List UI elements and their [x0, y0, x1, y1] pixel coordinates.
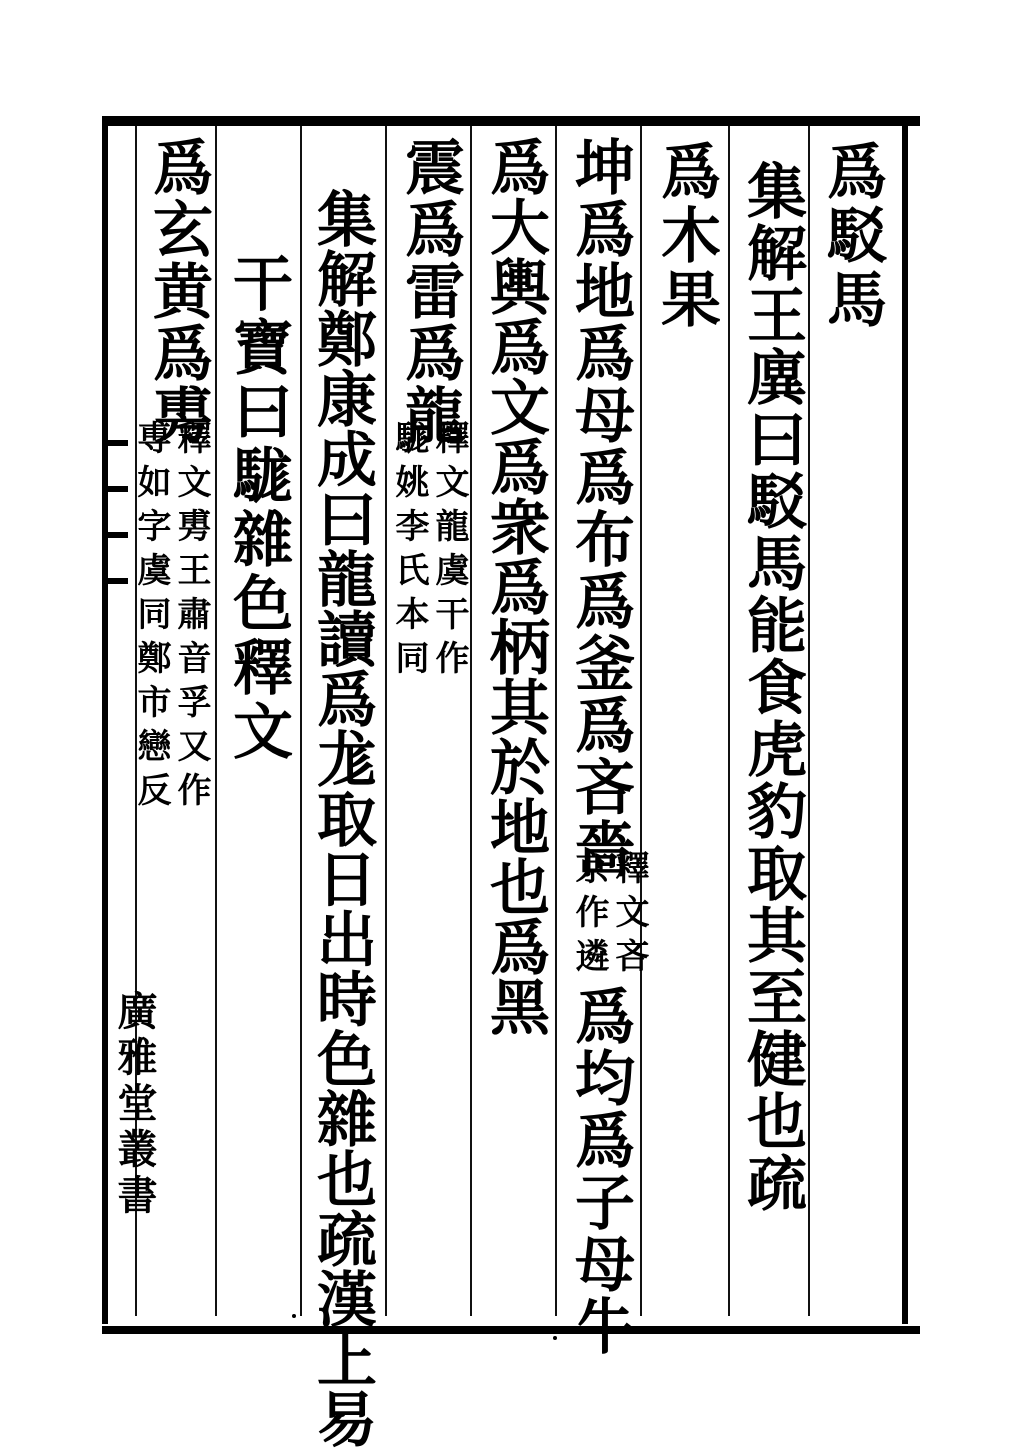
- column-rule: [470, 126, 472, 1316]
- text-column-8: 干寶曰駹雜色釋文: [223, 252, 293, 764]
- text-column-2: 集解王廙曰駁馬能食虎豹取其至健也疏: [737, 160, 807, 1214]
- annotation-left: 駹姚李氏本同: [389, 420, 429, 684]
- scan-speck: [553, 1336, 557, 1340]
- text-column-7: 集解鄭康成曰龍讀爲尨取日出時色雜也疏漢上易: [307, 188, 377, 1448]
- annotation-left: 尃如字虞同鄭市戀反: [131, 420, 171, 816]
- text-column-9-main: 爲玄黄爲旉: [143, 136, 213, 446]
- annotation-pair-6: [389, 420, 469, 684]
- text-column-4-main: 坤爲地爲母爲布爲釜爲吝嗇: [565, 136, 635, 880]
- column-rule: [385, 126, 387, 1316]
- annotation-right: 釋文龍虞干作: [429, 420, 469, 684]
- scan-speck: [292, 1314, 296, 1318]
- column-rule: [808, 126, 810, 1316]
- text-column-5: 爲大輿爲文爲衆爲柄其於地也爲黑: [480, 136, 550, 1036]
- text-column-6-main: 震爲雷爲龍: [395, 136, 465, 446]
- annotation-right: 釋文吝: [609, 850, 649, 982]
- text-column-1: 爲駁馬: [817, 140, 887, 332]
- spine-marks: [106, 400, 134, 820]
- annotation-left: 京作遴: [569, 850, 609, 982]
- annotation-right: 釋文旉王肅音孚又作: [171, 420, 211, 816]
- column-rule: [640, 126, 642, 1316]
- column-rule: [300, 126, 302, 1316]
- column-rule: [555, 126, 557, 1316]
- spine-publisher-label: 廣雅堂叢書: [111, 990, 158, 1220]
- text-column-3: 爲木果: [651, 140, 721, 332]
- column-rule: [215, 126, 217, 1316]
- annotation-pair-4: [569, 850, 649, 982]
- annotation-pair-9: [131, 420, 211, 816]
- column-rule: [728, 126, 730, 1316]
- frame-right-border: [902, 116, 908, 1324]
- text-column-4-tail: 爲均爲子母牛: [565, 985, 635, 1357]
